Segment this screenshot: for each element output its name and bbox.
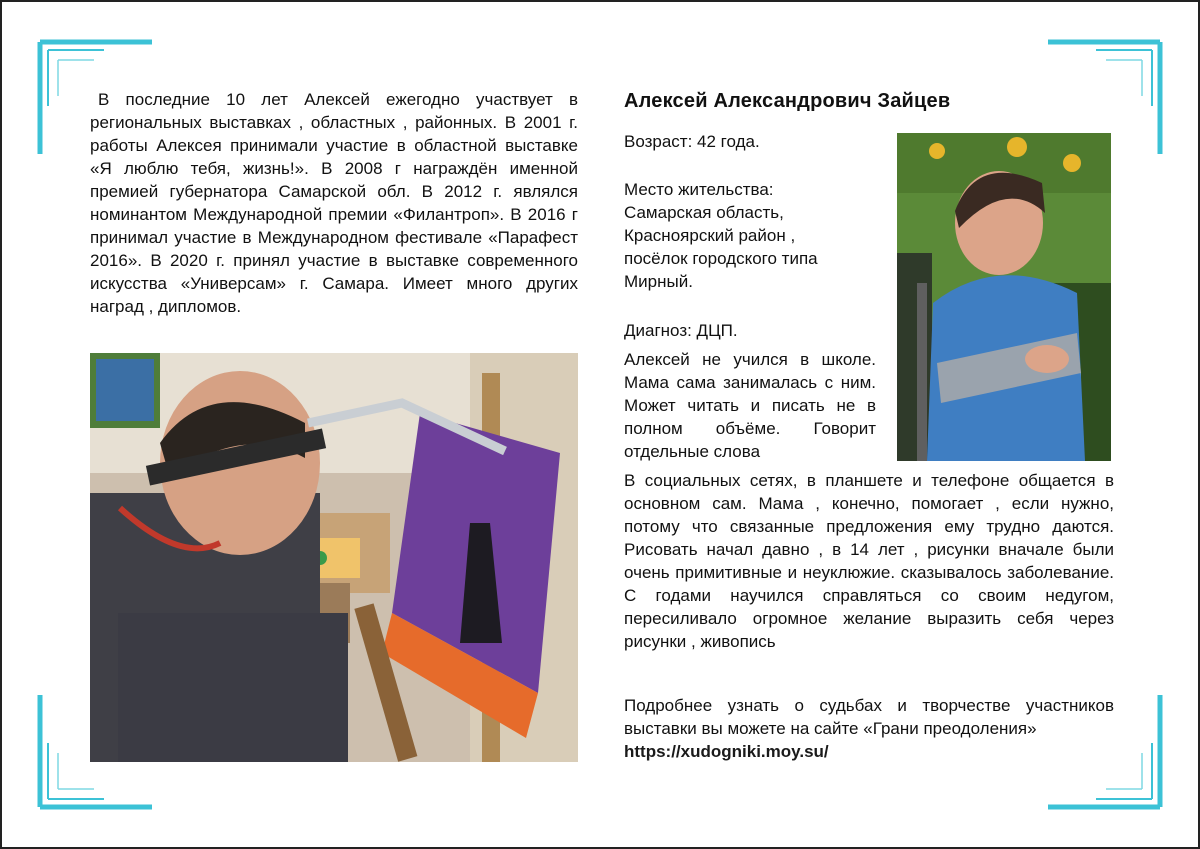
person-name: Алексей Александрович Зайцев <box>624 90 951 112</box>
residence-line: Мирный. <box>624 272 693 291</box>
more-info <box>624 694 1114 763</box>
residence-line: посёлок городского типа <box>624 249 818 268</box>
more-info-text: Подробнее узнать о судьбах и творчестве участников выставки вы можете на сайте «Грани преодоления» <box>624 696 1114 738</box>
biography-text <box>90 88 578 318</box>
residence-address <box>624 201 884 293</box>
residence-label: Место жительства: <box>624 180 774 199</box>
portrait-photo <box>897 133 1111 461</box>
residence-line: Самарская область, <box>624 203 784 222</box>
painting-photo <box>90 353 578 762</box>
age-text: Возраст: 42 года. <box>624 132 760 151</box>
social-text: В социальных сетях, в планшете и телефоне общается в основном сам. Мама , конечно, помогает , если нужно, потому что связанные предложения ему трудно даются. Рисовать начал давно , в 14 лет , рисунки вначале были очень примитивные и неуклюжие. сказывалось заболевание. С годами научился справляться со своим недугом, пересиливало огромное желание выразить себя через рисунки , живопись <box>624 471 1114 651</box>
diagnosis-text: Диагноз: ДЦП. <box>624 321 738 340</box>
residence-line: Красноярский район , <box>624 226 796 245</box>
website-link[interactable]: https://xudogniki.moy.su/ <box>624 742 829 761</box>
biography-paragraph: В последние 10 лет Алексей ежегодно участвует в региональных выставках , областных , районных. В 2001 г. работы Алексея принимали участие в областной выставке «Я люблю тебя, жизнь!». В 2008 г награждён именной премией губернатора Самарской обл. В 2012 г. являлся номинантом Международной премии «Филантроп». В 2016 г принимал участие в Международном фестивале «Парафест 2016». В 2020 г. принял участие в выставке современного искусства «Универсам» г. Самара. Имеет много других наград , дипломов. <box>90 90 578 316</box>
education-text: Алексей не учился в школе. Мама сама занималась с ним. Может читать и писать не в полном объёме. Говорит отдельные слова <box>624 350 876 461</box>
